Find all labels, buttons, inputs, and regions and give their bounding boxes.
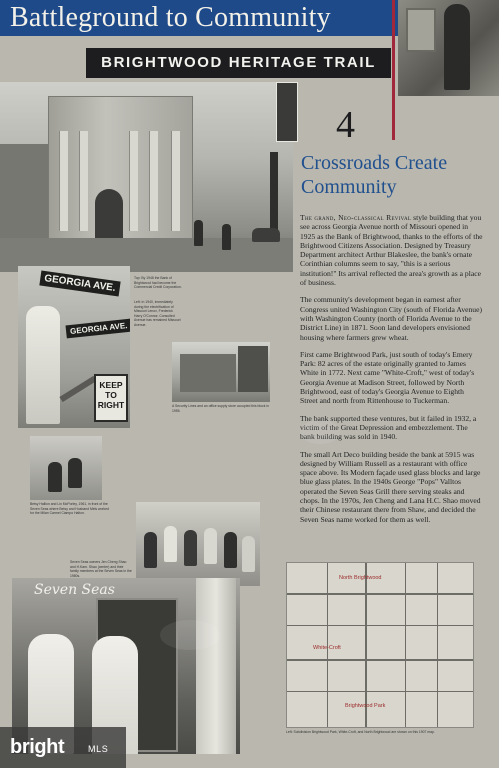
map-road — [287, 659, 473, 661]
wood-plank — [59, 376, 96, 402]
street-sign: GEORGIA AVE. — [39, 271, 120, 297]
map-road — [287, 593, 473, 595]
family-member — [144, 532, 157, 568]
bank-door — [95, 189, 123, 239]
weathering-spot — [160, 620, 220, 650]
children-caption: Betsy Hallion and Lin McPorley, 1961, in front of the Seven Seas where Betsy and Husband Mels worked for the Milan Carmel Ciampo Halton. — [30, 502, 109, 516]
trail-name: BRIGHTWOOD HERITAGE TRAIL — [101, 54, 376, 71]
bank-column — [149, 131, 158, 231]
woman-portrait-photo — [398, 0, 499, 96]
bank-column — [79, 131, 88, 231]
bank-of-brightwood-photo — [0, 82, 293, 272]
storefront-photo — [172, 342, 270, 402]
window-shape — [406, 8, 436, 52]
family-member — [224, 532, 237, 568]
paragraph-2: The community's development began in earnest after Congress united Washington City (south of Florida Avenue) with Washington County (north of Florida Avenue to the District Line) in 1871. Soon land developers envisioned housing where farmers grew wheat. — [300, 295, 482, 342]
paragraph-3: First came Brightwood Park, just south of today's Emery Park: 82 acres of the estate originally granted to James White in 1772. Next came "White-Croft," west of today's Georgia Avenue at Madison Street, followed by North Brightwood, east of today's Georgia Avenue to Eighth Street and north from Rittenhouse to Tuckerman. — [300, 349, 475, 406]
subdivision-map — [286, 562, 474, 728]
man-figure — [26, 306, 60, 424]
family-caption: Seven Seas owners Jen Cheng Shao and H.Kam. Shao (center) and their family members at the Seven Seas in the 1980s. — [70, 560, 132, 578]
body-text — [300, 213, 483, 532]
family-member — [204, 528, 217, 564]
sign-number: 4 — [336, 104, 355, 146]
stone-column — [196, 578, 236, 754]
map-road — [405, 563, 406, 727]
bank-column — [129, 131, 138, 231]
paragraph-1: The grand, Neo-classical Revival style building that you see across Georgia Avenue north of Missouri opened in 1925 as the Bank of Brightwood, thanks to the efforts of the Brightwood Citizens Association. Designed by Treasury Department architect Arthur Blakeslee, the bank's ornate Corinthian columns seem to say, "this is a serious institution!" Its arrival reflected the area's growth as a place of business. — [300, 213, 483, 288]
weathering-spot — [300, 420, 340, 444]
bank-caption: Top: By 1948 the Bank of Brightwood had become the Commercial Credit Corporation. — [134, 276, 182, 290]
child-figure — [68, 458, 82, 488]
map-road — [437, 563, 438, 727]
red-divider-line — [392, 0, 395, 140]
map-road — [287, 625, 473, 626]
traffic-light-pole — [270, 152, 278, 238]
georgia-avenue-sign-photo — [18, 266, 130, 428]
paragraph-4: The bank supported these ventures, but it failed in 1932, a victim of the Great Depression and embezzlement. The bank building was sold in 1940. — [300, 413, 477, 442]
storefront-building — [180, 354, 236, 392]
bright-logo-text: bright — [10, 736, 65, 758]
map-label-whitecroft: White-Croft — [313, 645, 341, 651]
map-road — [287, 691, 473, 692]
map-caption: Left: Subdivision Brightwood Park, White-Croft, and North Brightwood are shown on this 1907 map. — [286, 730, 435, 734]
pedestrian — [222, 224, 231, 250]
paragraph-5: The small Art Deco building beside the bank at 5915 was designed by William Russell as a restaurant with office space above. Its Modern façade used glass blocks and large blue glass plates. In the 1940s George "Pops" Valltos operated the Seven Seas Grill there serving steaks and chops. In the 1970s, Jen Cheng and Lana H.C. Shao moved their Chinese restaurant there from Shaw, and decided the Seven Seas name worked for them as well. — [300, 449, 481, 524]
bank-column — [171, 131, 180, 231]
mls-logo-text: MLS — [88, 744, 109, 754]
child-figure — [48, 462, 62, 492]
seven-seas-sign: Seven Seas — [34, 582, 115, 598]
shao-family-photo — [136, 502, 260, 586]
storefront-caption: A Security Lines and an office supply store occupied this block in 1955. — [172, 404, 270, 413]
keep-right-sign: KEEP TO RIGHT — [94, 374, 128, 422]
bright-mls-watermark — [0, 727, 126, 768]
section-title: Crossroads Create Community — [301, 152, 448, 198]
street-sign: GEORGIA AVE. — [65, 319, 130, 339]
trail-marker-post — [276, 82, 298, 142]
map-label-north: North Brightwood — [339, 575, 382, 581]
georgia-caption: Left: In 1940, immediately during the electrification of Missouri Lenox, Frederick Harry O'Connor, Consulted Avenue has remained Missouri Avenue. — [134, 300, 181, 327]
neighbor-building — [0, 144, 48, 238]
pedestrian — [194, 220, 203, 246]
parked-car — [252, 228, 280, 242]
tree-shape — [238, 346, 268, 392]
sign-title: Battleground to Community — [10, 2, 331, 33]
map-label-park: Brightwood Park — [345, 703, 386, 709]
title-banner — [0, 0, 400, 36]
family-member — [242, 536, 255, 572]
family-member — [164, 526, 177, 562]
woman-figure — [444, 4, 470, 90]
children-photo — [30, 436, 102, 500]
bank-building — [48, 96, 193, 240]
family-member — [184, 530, 197, 566]
bank-column — [59, 131, 68, 231]
lead-in: The grand, Neo-classical Revival — [300, 213, 412, 222]
trail-banner — [86, 48, 391, 78]
